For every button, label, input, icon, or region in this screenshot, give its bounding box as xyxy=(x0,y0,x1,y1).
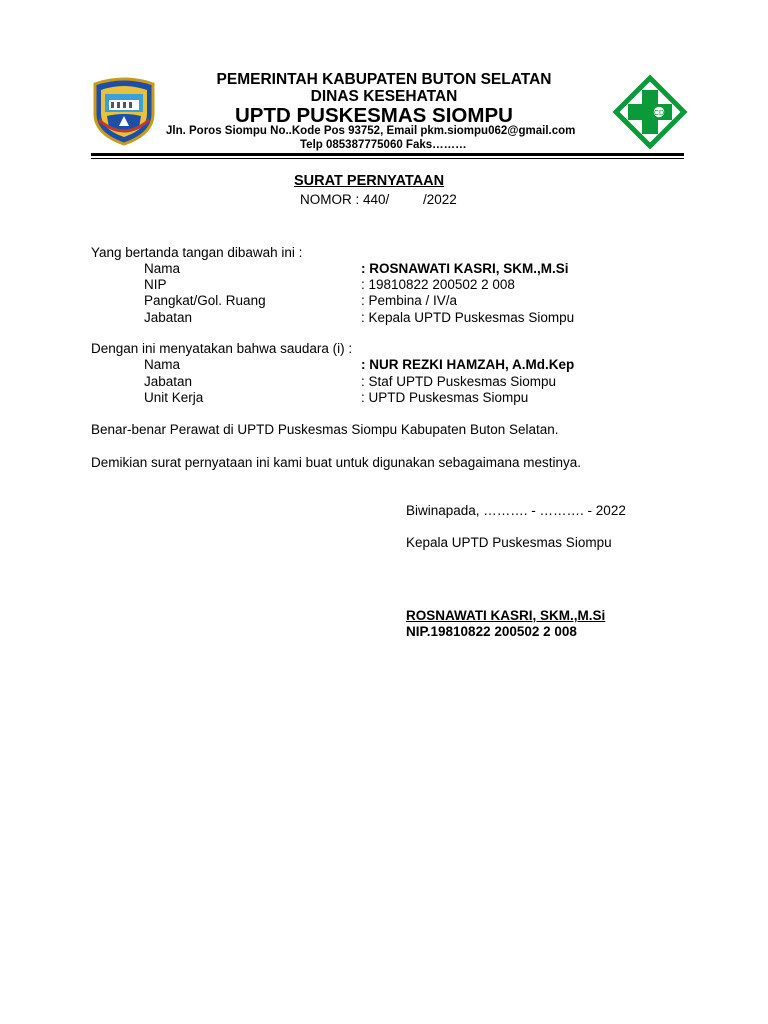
letter-title: SURAT PERNYATAAN xyxy=(294,173,445,189)
statement-text: Benar-benar Perawat di UPTD Puskesmas Siompu Kabupaten Buton Selatan. xyxy=(91,422,559,437)
intro-text: Yang bertanda tangan dibawah ini : xyxy=(91,245,303,260)
subject-position-value: : Staf UPTD Puskesmas Siompu xyxy=(361,374,557,389)
letter-number: NOMOR : 440/ /2022 xyxy=(300,192,457,207)
signer-name-label: Nama xyxy=(144,261,181,276)
signature-name: ROSNAWATI KASRI, SKM.,M.Si xyxy=(406,608,606,623)
place-date: Biwinapada, ………. - ………. - 2022 xyxy=(406,503,626,518)
signer-position-value: : Kepala UPTD Puskesmas Siompu xyxy=(361,310,575,325)
closing-text: Demikian surat pernyataan ini kami buat untuk digunakan sebagaimana mestinya. xyxy=(91,455,582,470)
signer-rank-value: : Pembina / IV/a xyxy=(361,293,458,308)
header-institution: UPTD PUSKESMAS SIOMPU xyxy=(235,104,513,127)
header-divider-thin xyxy=(91,158,684,159)
signer-name-value: : ROSNAWATI KASRI, SKM.,M.Si xyxy=(361,261,569,276)
signature-nip: NIP.19810822 200502 2 008 xyxy=(406,624,577,639)
header-government: PEMERINTAH KABUPATEN BUTON SELATAN xyxy=(216,71,552,88)
header-address: Jln. Poros Siompu No..Kode Pos 93752, Email pkm.siompu062@gmail.com xyxy=(166,125,576,137)
statement-intro: Dengan ini menyatakan bahwa saudara (i) : xyxy=(91,341,353,356)
svg-text:CD: CD xyxy=(653,110,665,117)
signer-nip-value: : 19810822 200502 2 008 xyxy=(361,277,515,292)
subject-name-value: : NUR REZKI HAMZAH, A.Md.Kep xyxy=(361,357,575,372)
subject-name-label: Nama xyxy=(144,357,181,372)
signature-position: Kepala UPTD Puskesmas Siompu xyxy=(406,535,612,550)
subject-position-label: Jabatan xyxy=(144,374,193,389)
header-department: DINAS KESEHATAN xyxy=(310,88,458,105)
header-phone: Telp 085387775060 Faks……… xyxy=(300,139,467,151)
subject-unit-value: : UPTD Puskesmas Siompu xyxy=(361,390,529,405)
signer-position-label: Jabatan xyxy=(144,310,193,325)
header-divider-thick xyxy=(91,153,684,156)
subject-unit-label: Unit Kerja xyxy=(144,390,204,405)
signer-rank-label: Pangkat/Gol. Ruang xyxy=(144,293,266,308)
signer-nip-label: NIP xyxy=(144,277,167,292)
